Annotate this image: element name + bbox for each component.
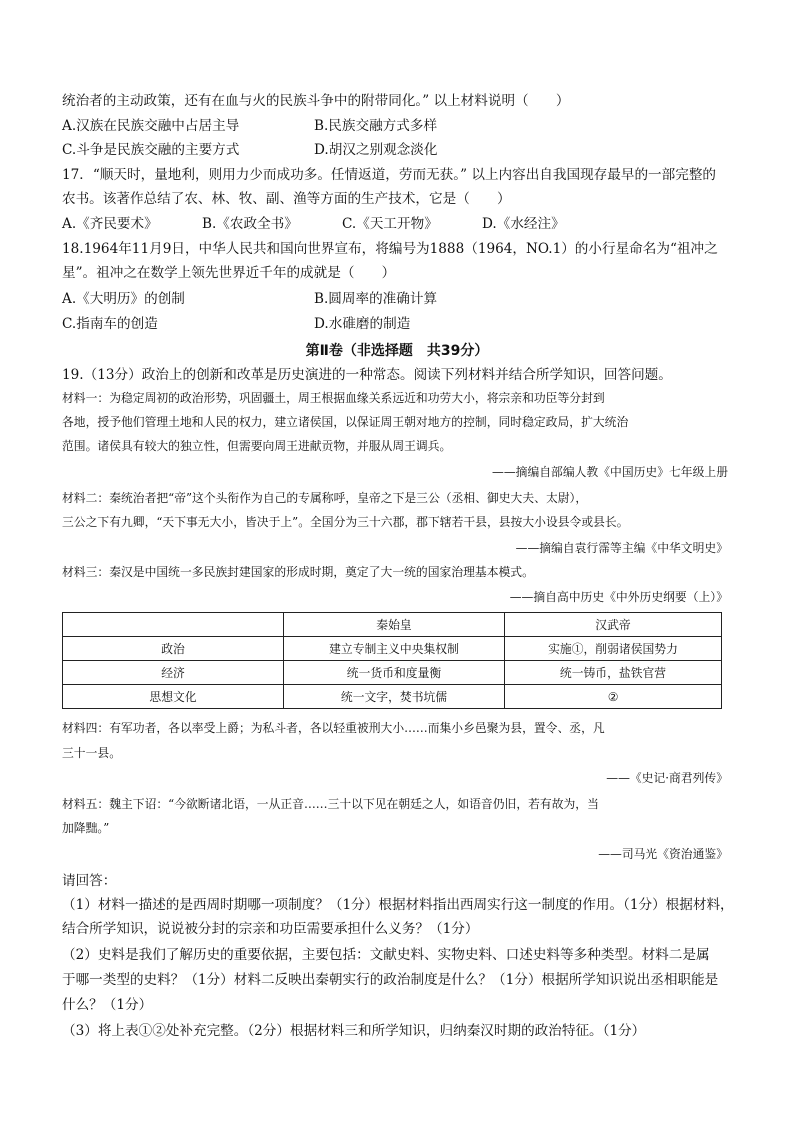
q18-option-a: A.《大明历》的创制 bbox=[62, 291, 185, 307]
material-5-line2: 加降黜。” bbox=[62, 821, 110, 835]
q17-line1: 17．“顺天时，量地利，则用力少而成功多。任情返道，劳而无获。” 以上内容出自我国现存最早的一部完整的 bbox=[62, 167, 717, 183]
material-2-line1: 材料二：秦统治者把“帝”这个头衔作为自己的专属称呼，皇帝之下是三公（丞相、御史大夫、太尉）， bbox=[62, 491, 588, 505]
material-5-source: ——司马光《资治通鉴》 bbox=[598, 847, 728, 861]
table-cell: 统一货币和度量衡 bbox=[284, 661, 505, 685]
q18-option-b: B.圆周率的准确计算 bbox=[314, 291, 438, 307]
q18-line2: 星”。祖冲之在数学上领先世界近千年的成就是（ ） bbox=[62, 265, 396, 281]
subquestion-2-line2: 于哪一类型的史料？（1分）材料二反映出秦朝实行的政治制度是什么？（1分）根据所学知识说出丞相职能是 bbox=[62, 972, 719, 988]
material-1-line1: 材料一：为稳定周初的政治形势，巩固疆土，周王根据血缘关系远近和功劳大小，将宗亲和功臣等分封到 bbox=[62, 391, 605, 405]
table-header-cell bbox=[63, 613, 284, 637]
subquestion-2-line3: 什么？（1分） bbox=[62, 997, 153, 1013]
subquestion-1-line1: （1）材料一描述的是西周时期哪一项制度？（1分）根据材料指出西周实行这一制度的作用。（1分）根据材料， bbox=[62, 897, 734, 913]
table-row bbox=[63, 661, 722, 685]
material-5-line1: 材料五：魏主下诏：“今欲断诸北语，一从正音……三十以下见在朝廷之人，如语音仍旧，若有故为，当 bbox=[62, 797, 599, 811]
subquestion-2-line1: （2）史料是我们了解历史的重要依据，主要包括：文献史料、实物史料、口述史料等多种类型。材料二是属 bbox=[62, 947, 710, 963]
table-cell: 政治 bbox=[63, 637, 284, 661]
table-row bbox=[63, 637, 722, 661]
q17-option-d: D.《水经注》 bbox=[482, 216, 565, 232]
answer-heading: 请回答： bbox=[62, 873, 117, 889]
subquestion-1-line2: 结合所学知识，说说被分封的宗亲和功臣需要承担什么义务？（1分） bbox=[62, 921, 479, 937]
q18-option-d: D.水碓磨的制造 bbox=[314, 316, 411, 332]
q16-stem: 统治者的主动政策，还有在血与火的民族斗争中的附带同化。” 以上材料说明（ ） bbox=[62, 93, 570, 109]
material-4-source: ——《史记·商君列传》 bbox=[606, 771, 728, 785]
comparison-table bbox=[62, 612, 722, 709]
table-row bbox=[63, 685, 722, 709]
table-cell: 思想文化 bbox=[63, 685, 284, 709]
q17-option-a: A.《齐民要术》 bbox=[62, 216, 158, 232]
material-1-line3: 范围。诸侯具有较大的独立性，但需要向周王进献贡物，并服从周王调兵。 bbox=[62, 439, 452, 453]
material-1-source: ——摘编自部编人教《中国历史》七年级上册 bbox=[492, 465, 728, 479]
table-cell: 经济 bbox=[63, 661, 284, 685]
material-4-line1: 材料四：有军功者，各以率受上爵；为私斗者，各以轻重被刑大小……而集小乡邑聚为县，置令、丞，凡 bbox=[62, 721, 605, 735]
table-cell: ② bbox=[505, 685, 722, 709]
material-3-line1: 材料三：秦汉是中国统一多民族封建国家的形成时期，奠定了大一统的国家治理基本模式。 bbox=[62, 565, 534, 579]
q17-option-c: C.《天工开物》 bbox=[342, 216, 438, 232]
material-1-line2: 各地，授予他们管理土地和人民的权力，建立诸侯国，以保证周王朝对地方的控制，同时稳定政局，扩大统治 bbox=[62, 415, 629, 429]
table-header-cell: 秦始皇 bbox=[284, 613, 505, 637]
table-cell: 建立专制主义中央集权制 bbox=[284, 637, 505, 661]
q17-option-b: B.《农政全书》 bbox=[202, 216, 298, 232]
q16-option-d: D.胡汉之别观念淡化 bbox=[314, 142, 438, 158]
section-title: 第Ⅱ卷（非选择题 共39分） bbox=[305, 343, 489, 359]
material-2-source: ——摘编自袁行霈等主编《中华文明史》 bbox=[515, 541, 728, 555]
q18-line1: 18.1964年11月9日，中华人民共和国向世界宣布，将编号为1888（1964，NO.1）的小行星命名为“祖冲之 bbox=[62, 241, 718, 257]
q16-option-b: B.民族交融方式多样 bbox=[314, 118, 438, 134]
q18-option-c: C.指南车的创造 bbox=[62, 316, 158, 332]
table-cell: 实施①，削弱诸侯国势力 bbox=[505, 637, 722, 661]
table-header-row bbox=[63, 613, 722, 637]
q19-intro: 19.（13分）政治上的创新和改革是历史演进的一种常态。阅读下列材料并结合所学知识，回答问题。 bbox=[62, 367, 672, 383]
material-4-line2: 三十一县。 bbox=[62, 746, 121, 760]
q16-option-c: C.斗争是民族交融的主要方式 bbox=[62, 142, 240, 158]
table-cell: 统一文字，焚书坑儒 bbox=[284, 685, 505, 709]
material-3-source: ——摘自高中历史《中外历史纲要（上）》 bbox=[509, 590, 728, 604]
subquestion-3-line1: （3）将上表①②处补充完整。（2分）根据材料三和所学知识，归纳秦汉时期的政治特征。（1分） bbox=[62, 1023, 646, 1039]
q16-option-a: A.汉族在民族交融中占居主导 bbox=[62, 118, 240, 134]
q17-line2: 农书。该著作总结了农、林、牧、副、渔等方面的生产技术，它是（ ） bbox=[62, 191, 511, 207]
table-cell: 统一铸币，盐铁官营 bbox=[505, 661, 722, 685]
table-header-cell: 汉武帝 bbox=[505, 613, 722, 637]
material-2-line2: 三公之下有九卿，“天下事无大小，皆决于上”。全国分为三十六郡，郡下辖若干县，县按大小设县令或县长。 bbox=[62, 515, 629, 529]
